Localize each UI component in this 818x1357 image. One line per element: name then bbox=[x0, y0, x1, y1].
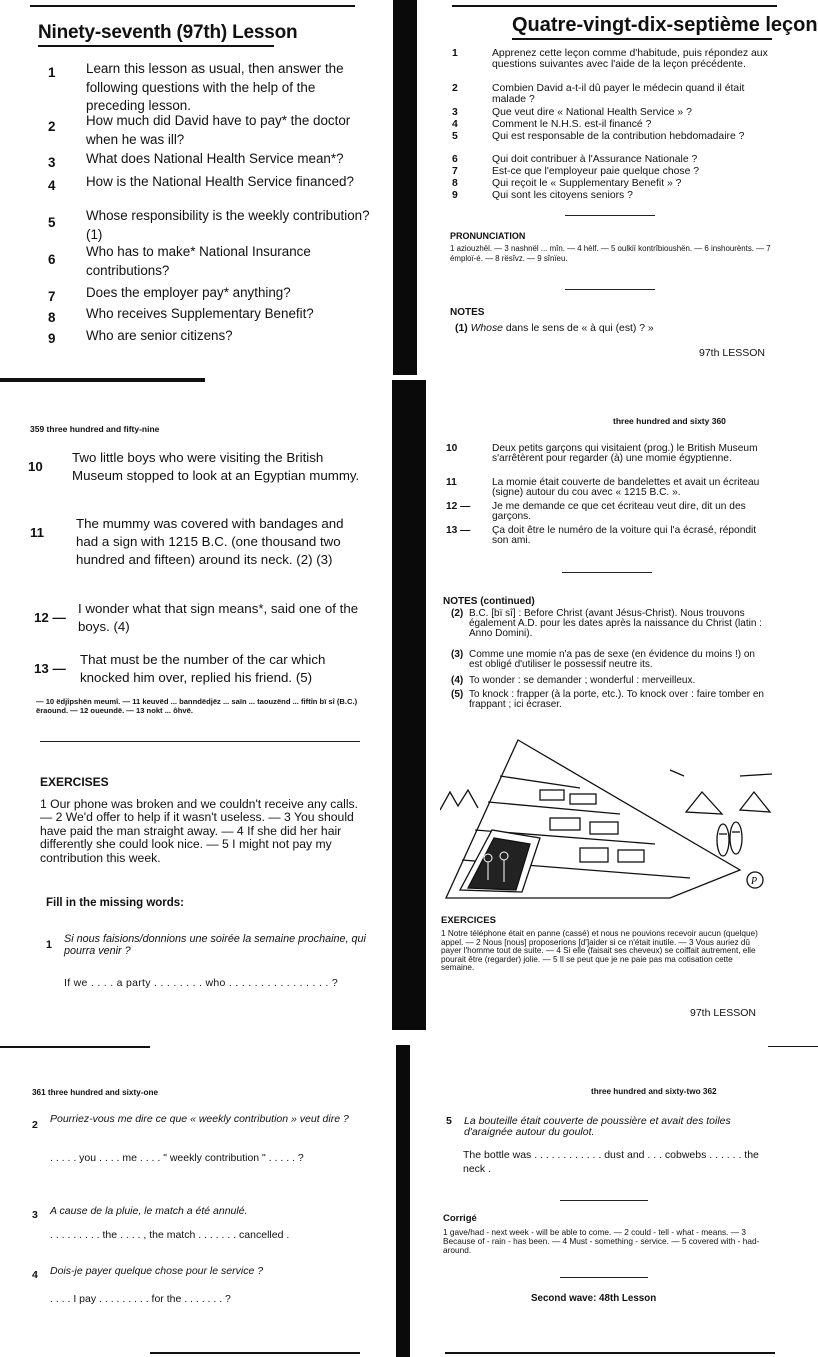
pronunciation-heading: PRONUNCIATION bbox=[450, 231, 526, 241]
exercises-heading: EXERCISES bbox=[40, 775, 109, 789]
row-text: Deux petits garçons qui visitaient (prog.) le British Museum s'arrêtèrent pour regarder (à) une momie égyptienne. bbox=[492, 443, 758, 465]
row-number: 12 — bbox=[34, 610, 66, 625]
fill-answer-line: If we . . . . a party . . . . . . . . who . . . . . . . . . . . . . . . . ? bbox=[64, 977, 338, 989]
row-text: The mummy was covered with bandages and had a sign with 1215 B.C. (one thousand two hundred and fifteen) around its neck. (2) (3) bbox=[76, 516, 344, 567]
row-text: That must be the number of the car which knocked him over, replied his friend. (5) bbox=[80, 652, 326, 685]
note-item bbox=[455, 323, 775, 334]
pronunciation-text: 1 aziouzhël. — 3 nashnël ... mîn. — 4 hèlf. — 5 oulkiï kontrîbioushën. — 6 inshourënts. — 7 émploï-é. — 8 rësîvz. — 9 sînïeu. bbox=[450, 244, 771, 263]
question-number: 5 bbox=[452, 131, 458, 142]
row-number: 13 — bbox=[446, 525, 471, 536]
question-number: 9 bbox=[452, 190, 458, 201]
top-rule-right bbox=[452, 5, 777, 7]
page-edge-right-2 bbox=[768, 1046, 818, 1047]
question-number: 9 bbox=[48, 331, 56, 346]
question-row bbox=[30, 173, 370, 211]
fill-number: 5 bbox=[446, 1115, 452, 1127]
fill-question: Si nous faisions/donnions une soirée la semaine prochaine, qui pourra venir ? bbox=[64, 933, 366, 957]
note-number: (5) bbox=[451, 689, 464, 700]
lesson-title-fr: Quatre-vingt-dix-septième leçon bbox=[512, 14, 818, 36]
notes-heading: NOTES bbox=[450, 307, 485, 318]
fill-answer-line: . . . . . . . . . the . . . . , the match . . . . . . . cancelled . bbox=[50, 1229, 290, 1241]
page-footer: 97th LESSON bbox=[699, 347, 765, 359]
row-text: La momie était couverte de bandelettes et avait un écriteau (signe) autour du cou avec « 1215 B.C. ». bbox=[492, 477, 760, 499]
page-header: three hundred and sixty-two 362 bbox=[591, 1087, 717, 1096]
question-row bbox=[30, 243, 370, 281]
row-number: 13 — bbox=[34, 661, 66, 676]
row-number: 12 — bbox=[446, 501, 471, 512]
question-text: Qui doit contribuer à l'Assurance Nationale ? bbox=[492, 154, 698, 165]
question-row bbox=[30, 305, 370, 325]
row-number: 10 bbox=[28, 459, 43, 474]
note-term: Whose bbox=[470, 323, 503, 334]
question-text: Que veut dire « National Health Service » ? bbox=[492, 107, 692, 118]
note-text: To knock : frapper (à la porte, etc.). To knock over : faire tomber en frappant ; ici écraser. bbox=[469, 689, 764, 711]
question-row bbox=[30, 112, 370, 150]
fill-question: Pourriez-vous me dire ce que « weekly contribution » veut dire ? bbox=[50, 1113, 349, 1125]
question-text: Comment le N.H.S. est-il financé ? bbox=[492, 119, 652, 130]
question-text: Qui sont les citoyens seniors ? bbox=[492, 190, 633, 201]
exercises-text: 1 Notre téléphone était en panne (cassé) et nous ne pouvions recevoir aucun (quelque) appel. — 2 Nous [nous] proposerions [d']aider si ce n'était inutile. — 3 Vous auriez dû payer l'homme tout de suite. — 4 Si elle (faisait ses cheveux) se coiffait autrement, elle pourait être (regarder) jolie. — 5 Il se peut que je ne paie pas ma cotisation cette semaine. bbox=[441, 929, 758, 972]
question-text: How is the National Health Service financed? bbox=[86, 174, 354, 189]
fill-heading: Fill in the missing words: bbox=[46, 897, 185, 909]
page-edge-left-2 bbox=[0, 1046, 150, 1048]
question-text: Learn this lesson as usual, then answer the following questions with the help of the preceding lesson. bbox=[86, 61, 344, 113]
question-number: 4 bbox=[48, 178, 56, 193]
question-number: 5 bbox=[48, 215, 56, 230]
title-underline-fr bbox=[512, 38, 772, 40]
question-text: Whose responsibility is the weekly contribution? (1) bbox=[86, 208, 370, 242]
question-text: Combien David a-t-il dû payer le médecin quand il était malade ? bbox=[492, 83, 745, 105]
pyramid-cartoon-illustration bbox=[440, 730, 775, 900]
divider bbox=[560, 1200, 648, 1201]
note-number: (3) bbox=[451, 649, 464, 660]
notes-heading: NOTES (continued) bbox=[443, 596, 535, 607]
top-rule-left bbox=[30, 5, 355, 7]
question-row bbox=[30, 150, 370, 170]
divider bbox=[562, 572, 652, 573]
answers-text: 1 gave/had - next week - will be able to come. — 2 could - tell - what - means. — 3 Because of - rain - has been. — 4 Must - something - service. — 5 covered with - had-around. bbox=[443, 1227, 760, 1256]
question-text: Does the employer pay* anything? bbox=[86, 285, 291, 300]
question-number: 2 bbox=[48, 119, 56, 134]
question-row bbox=[30, 327, 370, 347]
divider bbox=[560, 1277, 648, 1278]
exercises-text: 1 Our phone was broken and we couldn't receive any calls. — 2 We'd offer to help if it wasn't useless. — 3 You should have paid the man straight away. — 4 If she did her hair differently she could look nice. — 5 I might not pay my contribution this week. bbox=[40, 797, 359, 865]
note-text: B.C. [bï sî] : Before Christ (avant Jésus-Christ). Nous trouvons également A.D. pour les dates après la naissance du Christ (latin : Anno Domini). bbox=[469, 608, 762, 640]
row-text: Two little boys who were visiting the British Museum stopped to look at an Egyptian mummy. bbox=[72, 450, 360, 483]
note-number: (1) bbox=[455, 323, 468, 334]
fill-number: 3 bbox=[32, 1209, 38, 1221]
question-number: 7 bbox=[452, 166, 458, 177]
question-text: Who receives Supplementary Benefit? bbox=[86, 306, 314, 321]
question-number: 8 bbox=[452, 178, 458, 189]
row-number: 11 bbox=[30, 525, 45, 540]
page-header: 361 three hundred and sixty-one bbox=[32, 1088, 159, 1097]
question-number: 6 bbox=[452, 154, 458, 165]
cartoon-signature: P bbox=[751, 876, 758, 887]
divider bbox=[565, 289, 655, 290]
note-text: dans le sens de « à qui (est) ? » bbox=[502, 323, 654, 334]
bottom-rule-right bbox=[445, 1352, 775, 1354]
question-text: Who has to make* National Insurance contributions? bbox=[86, 244, 311, 278]
fill-question: La bouteille était couverte de poussière et avait des toiles d'araignée autour du goulot. bbox=[464, 1115, 731, 1138]
fill-number: 4 bbox=[32, 1269, 38, 1281]
row-text: I wonder what that sign means*, said one of the boys. (4) bbox=[78, 601, 359, 634]
note-text: To wonder : se demander ; wonderful : merveilleux. bbox=[469, 675, 696, 686]
fill-number: 2 bbox=[32, 1119, 38, 1131]
question-row bbox=[30, 207, 370, 245]
divider bbox=[40, 741, 360, 742]
question-number: 8 bbox=[48, 310, 56, 325]
page-header: 359 three hundred and fifty-nine bbox=[30, 424, 160, 434]
row-text: Ça doit être le numéro de la voiture qui l'a écrasé, répondit son ami. bbox=[492, 525, 757, 547]
note-number: (4) bbox=[451, 675, 464, 686]
page-edge-left-1 bbox=[0, 378, 205, 382]
note-number: (2) bbox=[451, 608, 464, 619]
bottom-rule-left bbox=[150, 1352, 360, 1354]
question-text: Apprenez cette leçon comme d'habitude, puis répondez aux questions suivantes avec l'aide de la leçon précédente. bbox=[492, 48, 768, 70]
answers-heading: Corrigé bbox=[443, 1213, 477, 1224]
divider bbox=[565, 215, 655, 216]
note-text: Comme une momie n'a pas de sexe (en évidence du moins !) on est obligé d'utiliser le possessif neutre its. bbox=[469, 649, 755, 671]
page-header: three hundred and sixty 360 bbox=[613, 416, 726, 426]
row-text: Je me demande ce que cet écriteau veut dire, dit un des garçons. bbox=[492, 501, 746, 523]
binding-shadow-middle bbox=[392, 380, 426, 1030]
question-number: 1 bbox=[48, 65, 56, 80]
fill-answer-line: The bottle was . . . . . . . . . . . . dust and . . . cobwebs . . . . . . the neck . bbox=[463, 1149, 759, 1175]
question-text: Who are senior citizens? bbox=[86, 328, 233, 343]
fill-answer-line: . . . . I pay . . . . . . . . . for the . . . . . . . ? bbox=[50, 1293, 231, 1305]
row-number: 11 bbox=[446, 477, 457, 488]
title-underline-en bbox=[38, 45, 274, 47]
row-number: 10 bbox=[446, 443, 458, 454]
question-text: What does National Health Service mean*? bbox=[86, 151, 344, 166]
question-number: 7 bbox=[48, 289, 56, 304]
question-row bbox=[30, 284, 370, 304]
binding-shadow-bottom bbox=[396, 1045, 410, 1357]
question-row bbox=[30, 60, 370, 115]
fill-number: 1 bbox=[46, 939, 53, 951]
fill-question: A cause de la pluie, le match a été annulé. bbox=[50, 1205, 248, 1217]
question-text: Qui est responsable de la contribution hebdomadaire ? bbox=[492, 131, 745, 142]
question-number: 6 bbox=[48, 252, 56, 267]
binding-shadow-top bbox=[393, 0, 417, 375]
second-wave-note: Second wave: 48th Lesson bbox=[531, 1293, 657, 1304]
page-footer: 97th LESSON bbox=[690, 1007, 756, 1019]
exercises-heading: EXERCICES bbox=[441, 915, 496, 926]
question-number: 4 bbox=[452, 119, 458, 130]
question-number: 2 bbox=[452, 83, 458, 94]
question-text: How much did David have to pay* the doctor when he was ill? bbox=[86, 113, 351, 147]
fill-answer-line: . . . . . you . . . . me . . . . " weekly contribution " . . . . . ? bbox=[50, 1152, 304, 1164]
question-number: 1 bbox=[452, 48, 458, 59]
lesson-title-en: Ninety-seventh (97th) Lesson bbox=[38, 22, 298, 43]
fill-question: Dois-je payer quelque chose pour le service ? bbox=[50, 1265, 264, 1277]
pronunciation-text: — 10 ëdjîpshën meumî. — 11 keuvëd ... banndëdjëz ... saïn ... taouzënd ... fiftîn bï sî (B.C.) ëraound. — 12 oueundë. — 13 nokt ... ôhvë. bbox=[36, 697, 358, 715]
question-text: Qui reçoit le « Supplementary Benefit » ? bbox=[492, 178, 682, 189]
question-text: Est-ce que l'employeur paie quelque chose ? bbox=[492, 166, 700, 177]
question-number: 3 bbox=[452, 107, 458, 118]
question-number: 3 bbox=[48, 155, 56, 170]
